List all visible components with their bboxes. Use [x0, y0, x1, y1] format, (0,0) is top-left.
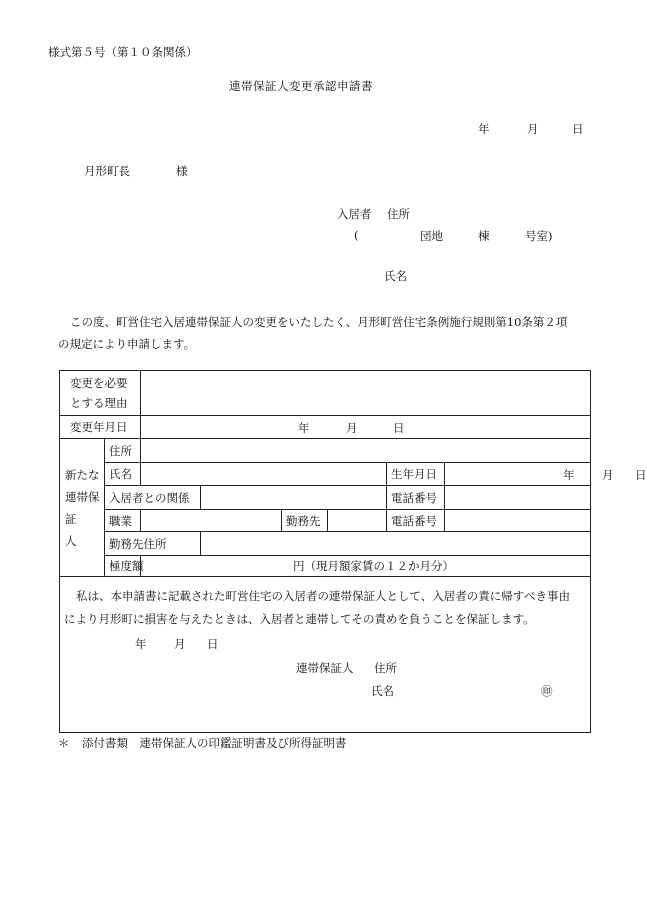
danchi-label: 団地 — [420, 229, 443, 243]
birthdate-month: 月 — [602, 468, 614, 482]
guarantor-address-row — [60, 439, 591, 463]
pledge-section — [60, 577, 591, 733]
pledge-date-month: 月 — [174, 637, 186, 651]
pledge-date-day: 日 — [207, 637, 219, 651]
resident-label: 入居者 — [337, 207, 372, 221]
reason-field[interactable] — [141, 371, 591, 416]
change-date-year: 年 — [298, 421, 310, 435]
guarantor-address-label: 住所 — [105, 439, 141, 463]
guarantor-name-row — [60, 463, 591, 486]
room-number-label: 号室) — [525, 229, 553, 243]
workplace-field[interactable] — [328, 510, 387, 532]
change-date-row — [60, 416, 591, 439]
new-guarantor-label — [60, 439, 105, 577]
application-statement — [58, 311, 598, 355]
statement-line-1: この度、町営住宅入居連帯保証人の変更をいたしたく、月形町営住宅条例施行規則第10条第２項 — [70, 315, 568, 329]
pledge-guarantor-label: 連帯保証人 — [296, 661, 354, 675]
pledge-name-label: 氏名 — [371, 684, 394, 698]
new-guarantor-label-line1: 新たな — [65, 467, 100, 482]
relationship-row — [60, 486, 591, 510]
pledge-text — [64, 585, 588, 631]
phone-field-1[interactable] — [445, 486, 591, 510]
reason-label: 変更を必要とする理由 — [60, 371, 141, 416]
occupation-field[interactable] — [141, 510, 282, 532]
reason-row — [60, 371, 591, 416]
asterisk-mark: ＊ — [58, 736, 70, 750]
workplace-address-label: 勤務先住所 — [105, 532, 201, 556]
new-guarantor-label-line3 — [65, 508, 100, 552]
limit-label: 極度額 — [105, 556, 141, 577]
form-number: 様式第５号（第１０条関係） — [48, 45, 198, 59]
resident-address-label: 住所 — [387, 207, 410, 221]
address-paren-open: ( — [354, 228, 359, 242]
guarantor-address-field[interactable] — [141, 439, 591, 463]
new-guarantor-label-sho: 証 — [65, 511, 77, 526]
change-date-label: 変更年月日 — [60, 416, 141, 439]
birthdate-day: 日 — [635, 468, 647, 482]
addressee-honorific: 様 — [176, 164, 188, 178]
pledge-address-label: 住所 — [374, 661, 397, 675]
attachment-note — [58, 735, 347, 751]
occupation-row — [60, 510, 591, 532]
limit-row — [60, 556, 591, 577]
occupation-label: 職業 — [105, 510, 141, 532]
guarantor-form-table — [59, 370, 647, 733]
pledge-line-1: 私は、本申請書に記載された町営住宅の入居者の連帯保証人として、入居者の責に帰すべき事由 — [76, 589, 571, 603]
new-guarantor-label-nin: 人 — [65, 533, 77, 548]
phone-label-1: 電話番号 — [387, 486, 445, 510]
relationship-field[interactable] — [201, 486, 387, 510]
change-date-month: 月 — [346, 421, 358, 435]
pledge-line-2: により月形町に損害を与えたときは、入居者と連帯してその責めを負うことを保証します。 — [64, 612, 535, 626]
workplace-address-row — [60, 532, 591, 556]
guarantor-name-field[interactable] — [141, 463, 387, 486]
pledge-date-year: 年 — [135, 637, 147, 651]
birthdate-year: 年 — [563, 468, 575, 482]
change-date-field[interactable] — [141, 416, 591, 439]
application-date-year: 年 — [478, 122, 490, 136]
pledge-row — [60, 577, 591, 733]
document-title: 連帯保証人変更承認申請書 — [229, 79, 373, 93]
application-date-day: 日 — [572, 122, 584, 136]
birthdate-field[interactable] — [445, 463, 647, 486]
birthdate-label: 生年月日 — [387, 463, 445, 486]
phone-field-2[interactable] — [445, 510, 591, 532]
statement-line-2: の規定により申請します。 — [58, 337, 196, 351]
resident-name-label: 氏名 — [384, 269, 407, 283]
seal-mark: ㊞ — [541, 684, 553, 698]
phone-label-2: 電話番号 — [387, 510, 445, 532]
attachment-text: 添付書類 連帯保証人の印鑑証明書及び所得証明書 — [82, 736, 347, 750]
workplace-label: 勤務先 — [282, 510, 328, 532]
relationship-label: 入居者との関係 — [105, 486, 201, 510]
guarantor-name-label: 氏名 — [105, 463, 141, 486]
workplace-address-field[interactable] — [201, 532, 591, 556]
application-date-month: 月 — [527, 122, 539, 136]
addressee-name: 月形町長 — [84, 164, 130, 178]
mune-label: 棟 — [478, 229, 490, 243]
new-guarantor-label-line2: 連帯保 — [65, 489, 100, 504]
change-date-day: 日 — [393, 421, 405, 435]
limit-value: 円（現月額家賃の１２か月分） — [141, 556, 591, 577]
